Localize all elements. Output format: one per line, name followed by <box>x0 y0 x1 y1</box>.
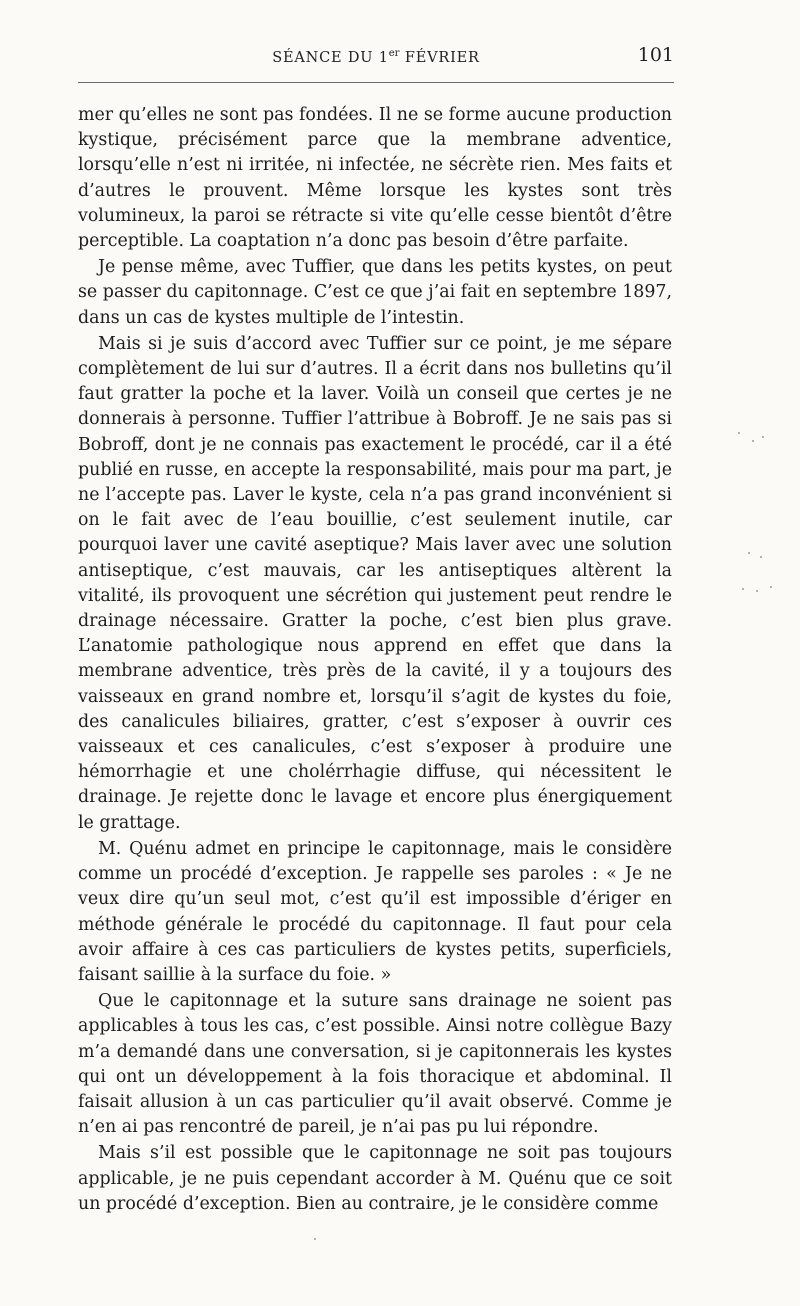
scan-speck <box>770 586 772 588</box>
header-title-superscript: er <box>388 48 400 59</box>
scan-speck <box>752 440 754 442</box>
scan-speck <box>762 436 764 438</box>
header-rule <box>78 82 674 83</box>
paragraph-4: M. Quénu admet en principe le capitonnage, mais le considère comme un procédé d’exception. Je rappelle ses paroles : « Je ne veux dire qu’un seul mot, c’est qu’il est impossible d’ériger en méthode générale le procédé du capitonnage. Il faut pour cela avoir affaire à ces cas particuliers de kystes petits, superficiels, faisant saillie à la surface du foie. » <box>78 838 672 985</box>
scan-speck <box>738 432 740 434</box>
paragraph-1: mer qu’elles ne sont pas fondées. Il ne se forme aucune production kystique, précisément parce que la membrane adventice, lorsqu’elle n’est ni irritée, ni infectée, ne sécrète rien. Mes faits et d’autres le prouvent. Même lorsque les kystes sont très volumineux, la paroi se rétracte si vite qu’elle cesse bientôt d’être perceptible. La coaptation n’a donc pas besoin d’être parfaite. <box>78 105 672 252</box>
paragraph-5: Que le capitonnage et la suture sans drainage ne soient pas applicables à tous les cas, c’est possible. Ainsi notre collègue Bazy m’a demandé dans une conversation, si je capitonnerais les kystes qui ont un développement à la fois thoracique et abdominal. Il faisait allusion à un cas particulier qu’il avait observé. Comme je n’en ai pas rencontré de pareil, je n’ai pas pu lui répondre. <box>78 991 672 1138</box>
paragraph-2: Je pense même, avec Tuffier, que dans les petits kystes, on peut se passer du capitonnage. C’est ce que j’ai fait en septembre 1897, dans un cas de kystes multiple de l’intestin. <box>78 257 672 328</box>
header-title-suffix: FÉVRIER <box>399 50 480 66</box>
paragraph-6: Mais s’il est possible que le capitonnage ne soit pas toujours applicable, je ne puis cependant accorder à M. Quénu que ce soit un procédé d’exception. Bien au contraire, je le considère comme <box>78 1143 672 1214</box>
scan-speck <box>756 590 758 592</box>
scan-speck <box>760 556 762 558</box>
header-title-prefix: SÉANCE DU 1 <box>272 50 389 66</box>
scan-speck <box>742 588 744 590</box>
page-number: 101 <box>637 44 674 66</box>
scan-speck <box>314 1238 316 1240</box>
paragraph-3: Mais si je suis d’accord avec Tuffier sur ce point, je me sépare complètement de lui sur d’autres. Il a écrit dans nos bulletins qu’il faut gratter la poche et la laver. Voilà un conseil que certes je ne donnerais à personne. Tuffier l’attribue à Bobroff. Je ne sais pas si Bobroff, dont je ne connais pas exactement le procédé, car il a été publié en russe, en accepte la responsabilité, mais pour ma part, je ne l’accepte pas. Laver le kyste, cela n’a pas grand inconvénient si on le fait avec de l’eau bouillie, c’est seulement inutile, car pourquoi laver une cavité aseptique? Mais laver avec une solution antiseptique, c’est mauvais, car les antiseptiques altèrent la vitalité, ils provoquent une sécrétion qui justement peut rendre le drainage nécessaire. Gratter la poche, c’est bien plus grave. L’anatomie pathologique nous apprend en effet que dans la membrane adventice, très près de la cavité, il y a toujours des vaisseaux en grand nombre et, lorsqu’il s’agit de kystes du foie, des canalicules biliaires, gratter, c’est s’exposer à ouvrir ces vaisseaux et ces canalicules, c’est s’exposer à produire une hémorrhagie et une cholérrhagie diffuse, qui nécessitent le drainage. Je rejette donc le lavage et encore plus énergiquement le grattage. <box>78 333 672 833</box>
running-header <box>78 44 674 74</box>
header-title <box>78 48 674 66</box>
scan-speck <box>748 552 750 554</box>
body-text <box>78 103 672 1217</box>
